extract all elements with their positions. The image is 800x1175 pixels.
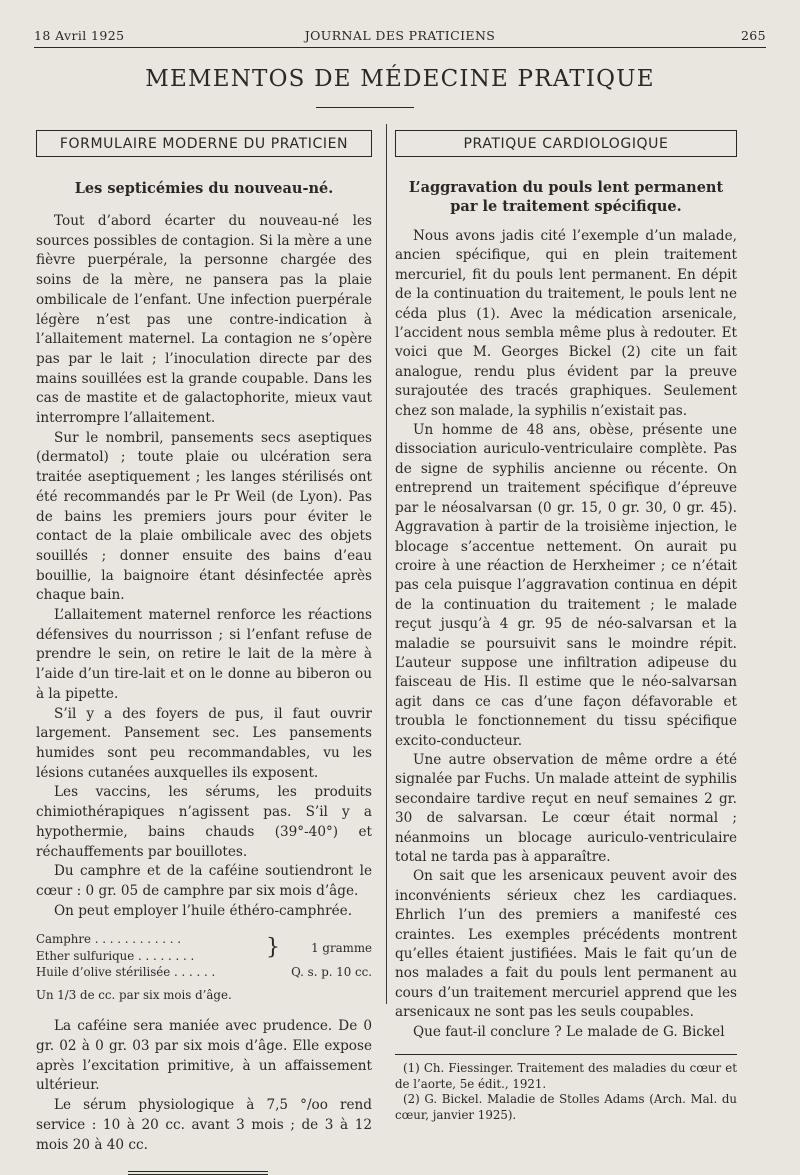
header-journal-name: JOURNAL DES PRATICIENS: [304, 28, 496, 43]
left-column: [36, 130, 372, 1175]
right-article-title-line: L’aggravation du pouls lent permanent: [408, 179, 724, 196]
rx-dose: 1 gramme: [311, 940, 372, 955]
left-paragraph: La caféine sera maniée avec prudence. De 0 gr. 02 à 0 gr. 03 par six mois d’âge. Elle expose après l’excitation primitive, à un affaissement ultérieur.: [36, 1018, 372, 1094]
right-paragraph: Nous avons jadis cité l’exemple d’un malade, ancien spécifique, qui en plein traitement mercuriel, fit du pouls lent permanent. En dépit de la continuation du traitement, le pouls lent ne céda plus (1). Avec la médication arsenicale, l’accident nous sembla même plus à redouter. Et voici que M. Georges Bickel (2) cite un fait analogue, rendu plus évident par la preuve surajoutée des tracés graphiques. Seulement chez son malade, la syphilis n’existait pas.: [395, 228, 737, 419]
rx-ingredient: Ether sulfurique . . . . . . . .: [36, 948, 195, 963]
rx-dose: Q. s. p. 10 cc.: [291, 965, 372, 980]
right-paragraph: On sait que les arsenicaux peuvent avoir des inconvénients sérieux chez les cardiaques. Ehrlich l’un des premiers a manifesté ces craintes. Les exemples précédents montrent qu’elles étaient justifiées. Mais le fait qu’un de nos malades a fait du pouls lent permanent au cours d’un traitement mercuriel apprend que les arsenicaux ne sont pas les seuls coupables.: [395, 868, 737, 1021]
left-paragraph: Les vaccins, les sérums, les produits chimiothérapiques n’agissent pas. S’il y a hypothermie, bains chauds (39°-40°) et réchauffements par bouillotes.: [36, 784, 372, 860]
rx-brace: }: [266, 934, 280, 960]
left-paragraph: Tout d’abord écarter du nouveau-né les sources possibles de contagion. Si la mère a une fièvre puerpérale, la personne chargée des soins de la mère, ne pansera pas la plaie ombilicale de l’enfant. Une infection puerpérale légère n’est pas une contre-indication à l’allaitement maternel. La contagion ne s’opère pas par le lait ; l’inoculation directe par des mains souillées est la grande coupable. Dans les cas de mastite et de galactophorite, mieux vaut interrompre l’allaitement.: [36, 213, 372, 427]
right-article-title-line: par le traitement spécifique.: [450, 198, 682, 215]
column-divider: [386, 124, 387, 1004]
article-end-rule: [128, 1171, 268, 1175]
running-header: [34, 28, 766, 44]
right-paragraph: Un homme de 48 ans, obèse, présente une dissociation auriculo-ventriculaire complète. Pas de signe de syphilis ancienne ou récente. On entreprend un traitement spécifique d’épreuve par le néosalvarsan (0 gr. 15, 0 gr. 30, 0 gr. 45). Aggravation à partir de la troisième injection, le blocage s’accentue nettement. On aurait pu croire à une réaction de Herxheimer ; ce n’était pas cela puisque l’aggravation continua en dépit de la continuation du traitement ; le malade reçut jusqu’à 4 gr. 95 de néo-salvarsan et la maladie se poursuivit sans le moindre répit. L’auteur suppose une infiltration adipeuse du faisceau de His. Il estime que le néo-salvarsan agit dans ce cas d’une façon défavorable et troubla le fonctionnement du tissu spécifique excito-conducteur.: [395, 422, 737, 749]
left-paragraph: Le sérum physiologique à 7,5 °/oo rend service : 10 à 20 cc. avant 3 mois ; de 3 à 12 mois 20 à 40 cc.: [36, 1097, 372, 1153]
right-column: [395, 130, 737, 1123]
header-date: 18 Avril 1925: [34, 28, 125, 43]
left-paragraph: L’allaitement maternel renforce les réactions défensives du nourrisson ; si l’enfant refuse de prendre le sein, on retire le lait de la mère à l’aide d’un tire-lait et on le donne au biberon ou à la pipette.: [36, 607, 372, 702]
left-paragraph: On peut employer l’huile éthéro-camphrée.: [54, 902, 353, 919]
right-section-heading: PRATIQUE CARDIOLOGIQUE: [395, 130, 737, 157]
left-paragraph: Du camphre et de la caféine soutiendront le cœur : 0 gr. 05 de camphre par six mois d’âge.: [36, 863, 372, 899]
header-rule: [34, 47, 766, 48]
right-paragraph: Une autre observation de même ordre a été signalée par Fuchs. Un malade atteint de syphilis secondaire tardive reçut en neuf semaines 2 gr. 30 de salvarsan. Le cœur était normal ; néanmoins un blocage auriculo-ventriculaire total ne tarda pas à apparaître.: [395, 751, 737, 865]
left-article-title: Les septicémies du nouveau-né.: [74, 180, 334, 197]
left-paragraph: Sur le nombril, pansements secs aseptiques (dermatol) ; toute plaie ou ulcération sera traitée aseptiquement ; les langes stérilisés ont été recommandés par le Pr Weil (de Lyon). Pas de bains les premiers jours pour éviter le contact de la plaie ombilicale avec des objets souillés ; donner ensuite des bains d’eau bouillie, la baignoire étant désinfectée après chaque bain.: [36, 429, 372, 604]
rx-ingredient: Huile d’olive stérilisée . . . . . .: [36, 965, 216, 980]
title-rule: [316, 107, 414, 108]
header-page-number: 265: [740, 28, 766, 43]
right-paragraph: Que faut-il conclure ? Le malade de G. Bickel: [413, 1023, 725, 1040]
prescription-table: [36, 931, 372, 981]
left-paragraph: S’il y a des foyers de pus, il faut ouvrir largement. Pansement sec. Les pansements humides sont peu recommandables, vu les lésions cutanées auxquelles ils exposent.: [36, 705, 372, 781]
footnote-rule: [395, 1054, 737, 1055]
left-section-heading: FORMULAIRE MODERNE DU PRATICIEN: [36, 130, 372, 157]
right-article-title: [395, 178, 737, 216]
footnote: (1) Ch. Fiessinger. Traitement des maladies du cœur et de l’aorte, 5e édit., 1921.: [395, 1061, 737, 1091]
page-title: MEMENTOS DE MÉDECINE PRATIQUE: [145, 66, 655, 92]
rx-ingredient: Camphre . . . . . . . . . . . .: [36, 932, 182, 947]
footnote: (2) G. Bickel. Maladie de Stolles Adams (Arch. Mal. du cœur, janvier 1925).: [395, 1092, 737, 1122]
rx-note: Un 1/3 de cc. par six mois d’âge.: [36, 987, 232, 1002]
